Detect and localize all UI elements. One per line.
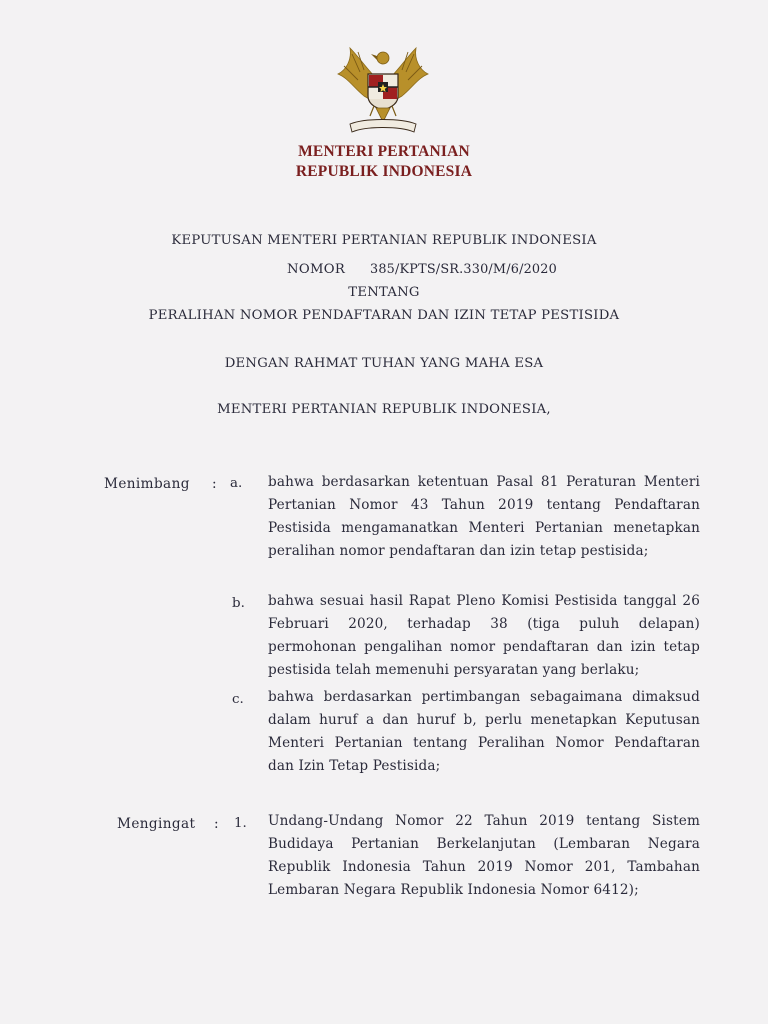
menimbang-marker-b: b. <box>232 596 245 611</box>
country-name: REPUBLIK INDONESIA <box>295 163 473 180</box>
menimbang-item-b: bahwa sesuai hasil Rapat Pleno Komisi Pestisida tanggal 26 Februari 2020, terhadap 38 (tiga puluh delapan) permohonan pengalihan nomor pendaftaran dan izin tetap pestisida telah memenuhi persyaratan yang berlaku; <box>268 593 700 678</box>
invocation: DENGAN RAHMAT TUHAN YANG MAHA ESA <box>224 356 544 371</box>
garuda-emblem-icon <box>330 44 436 136</box>
menimbang-item-a: bahwa berdasarkan ketentuan Pasal 81 Peraturan Menteri Pertanian Nomor 43 Tahun 2019 tentang Pendaftaran Pestisida mengamanatkan Menteri Pertanian menetapkan peralihan nomor pendaftaran dan izin tetap pestisida; <box>268 474 700 559</box>
mengingat-item-1: Undang-Undang Nomor 22 Tahun 2019 tentang Sistem Budidaya Pertanian Berkelanjutan (Lembaran Negara Republik Indonesia Tahun 2019 Nomor 201, Tambahan Lembaran Negara Republik Indonesia Nomor 6412); <box>268 813 700 898</box>
mengingat-marker-1: 1. <box>234 816 247 831</box>
mengingat-colon: : <box>214 816 219 832</box>
menimbang-item-c: bahwa berdasarkan pertimbangan sebagaimana dimaksud dalam huruf a dan huruf b, perlu menetapkan Keputusan Menteri Pertanian tentang Peralihan Nomor Pendaftaran dan Izin Tetap Pestisida; <box>268 689 700 774</box>
decree-number: 385/KPTS/SR.330/M/6/2020 <box>370 262 557 277</box>
number-label: NOMOR <box>287 262 346 277</box>
ministry-name: MENTERI PERTANIAN <box>298 143 470 160</box>
decree-subject: PERALIHAN NOMOR PENDAFTARAN DAN IZIN TETAP PESTISIDA <box>148 308 620 323</box>
menimbang-label: Menimbang <box>104 476 190 492</box>
menimbang-marker-c: c. <box>232 692 244 707</box>
menimbang-marker-a: a. <box>230 476 243 491</box>
about-label: TENTANG <box>348 285 420 300</box>
menimbang-colon: : <box>212 476 217 492</box>
decree-title: KEPUTUSAN MENTERI PERTANIAN REPUBLIK INDONESIA <box>171 233 597 248</box>
issuer: MENTERI PERTANIAN REPUBLIK INDONESIA, <box>217 402 551 417</box>
mengingat-label: Mengingat <box>117 816 196 832</box>
